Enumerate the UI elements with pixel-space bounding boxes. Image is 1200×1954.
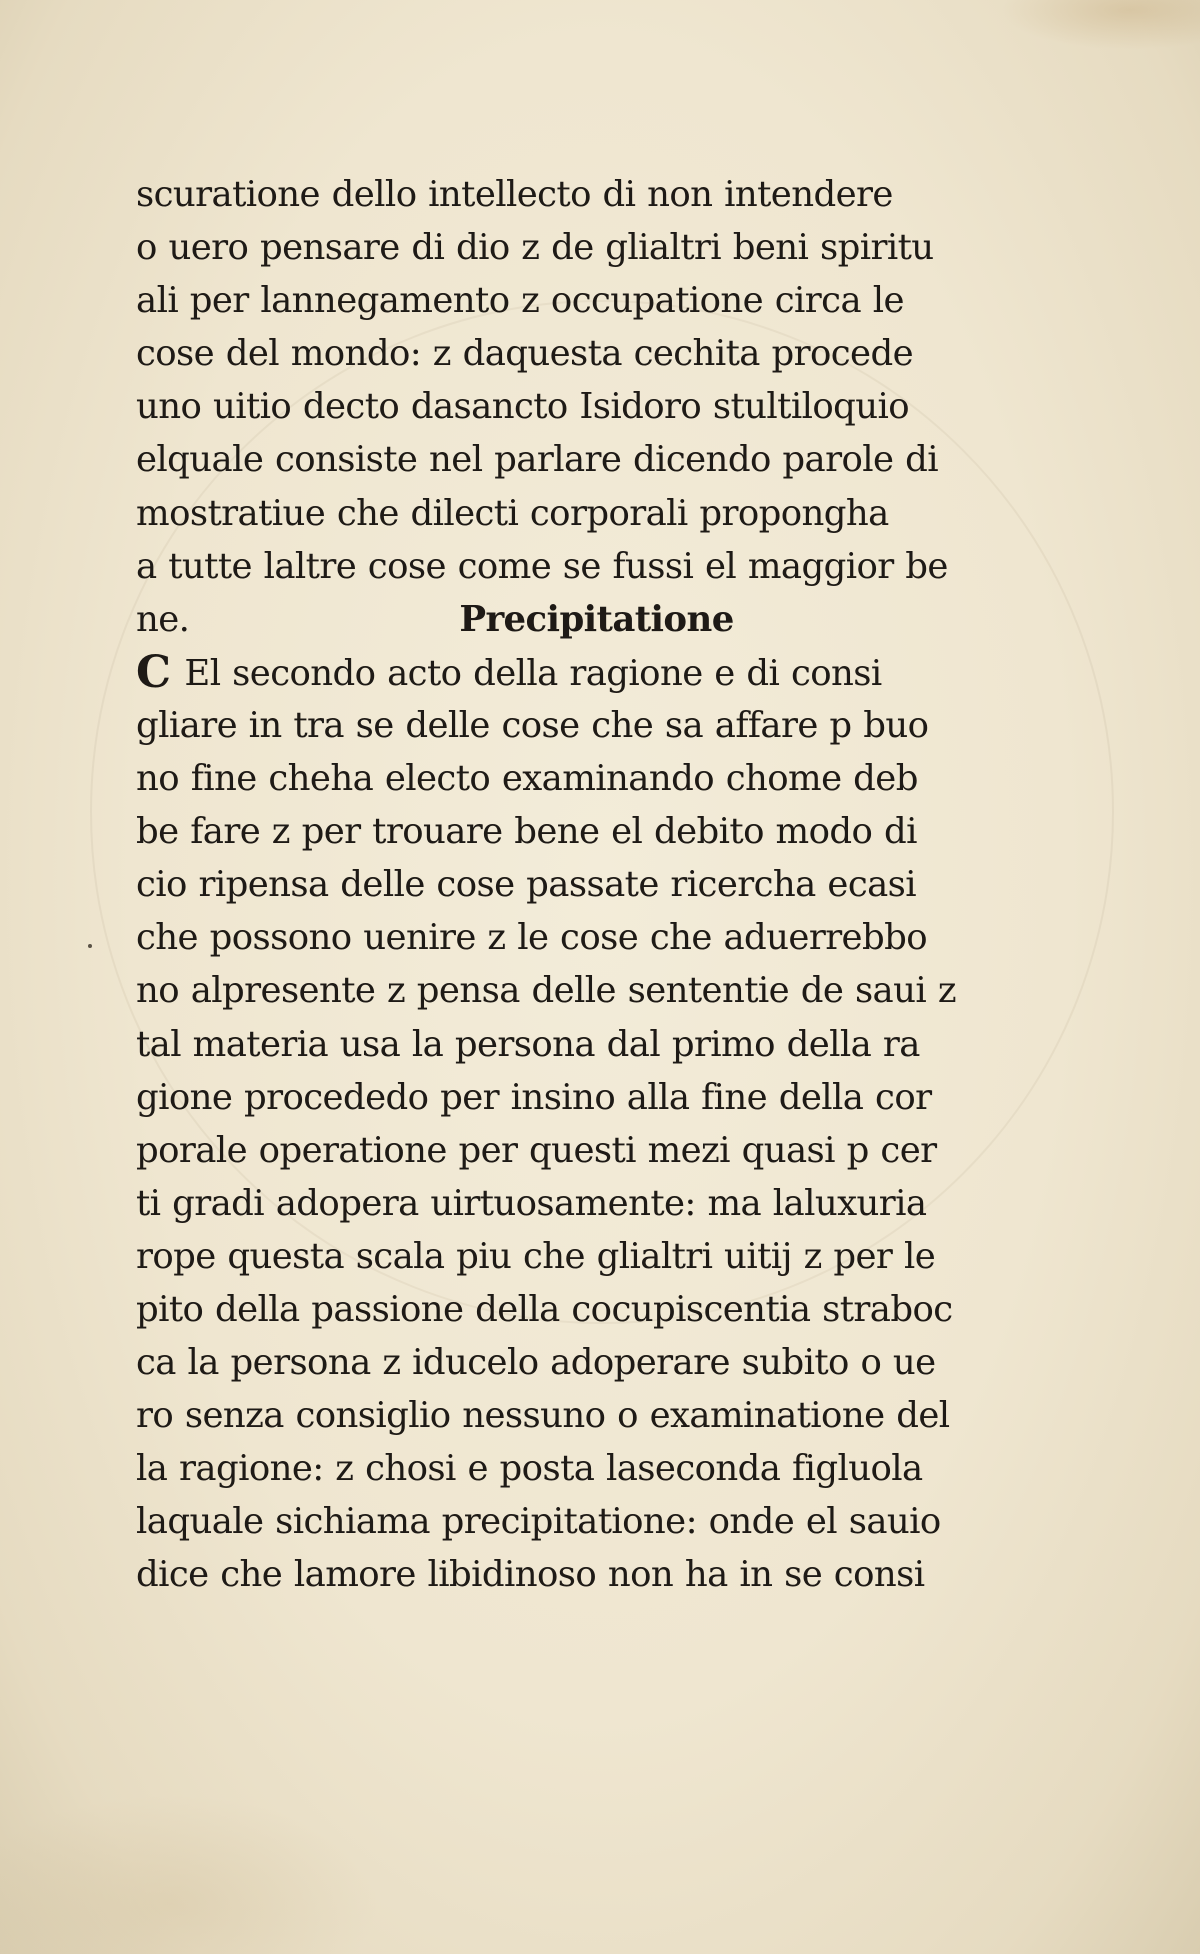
text-line: pito della passione della cocupiscentia straboc (136, 1288, 953, 1330)
text-line: no fine cheha electo examinando chome deb (136, 758, 918, 800)
text-line: scuratione dello intellecto di non intendere (136, 174, 893, 215)
text-line: a tutte laltre cose come se fussi el maggior be (136, 545, 948, 587)
paragraph-mark: C (136, 646, 171, 698)
text-line: gione procededo per insino alla fine della cor (136, 1076, 932, 1118)
paragraph-start-line (136, 646, 976, 699)
text-line: rope questa scala piu che glialtri uitij z per le (136, 1235, 936, 1277)
text-line: dice che lamore libidinoso non ha in se consi (136, 1554, 925, 1596)
text-line: cose del mondo: z daquesta cechita procede (136, 333, 913, 375)
text-line: ne. (136, 598, 190, 640)
text-line: cio ripensa delle cose passate ricercha ecasi (136, 864, 917, 906)
text-line: elquale consiste nel parlare dicendo parole di (136, 439, 938, 481)
text-line: mostratiue che dilecti corporali propongha (136, 492, 889, 534)
heading-line (136, 593, 976, 646)
text-column (136, 168, 976, 1602)
paper-stain (0, 1794, 380, 1954)
text-line: be fare z per trouare bene el debito modo di (136, 811, 917, 853)
text-line: ca la persona z iducelo adoperare subito o ue (136, 1342, 936, 1384)
text-line: laquale sichiama precipitatione: onde el sauio (136, 1501, 941, 1543)
text-line: che possono uenire z le cose che aduerrebbo (136, 917, 927, 959)
text-line: tal materia usa la persona dal primo della ra (136, 1023, 920, 1065)
text-line: o uero pensare di dio z de glialtri beni spiritu (136, 227, 934, 269)
text-line: uno uitio decto dasancto Isidoro stultiloquio (136, 386, 910, 428)
text-line: El secondo acto della ragione e di consi (184, 652, 882, 694)
text-line: ali per lannegamento z occupatione circa le (136, 280, 904, 322)
ink-dot (88, 944, 92, 948)
text-line: ti gradi adopera uirtuosamente: ma laluxuria (136, 1182, 927, 1224)
text-line: la ragione: z chosi e posta laseconda figluola (136, 1448, 923, 1490)
text-line: gliare in tra se delle cose che sa affare p buo (136, 704, 929, 746)
text-line: no alpresente z pensa delle sententie de saui z (136, 970, 956, 1012)
paper-stain (1000, 0, 1200, 50)
section-heading: Precipitatione (459, 598, 734, 640)
text-line: ro senza consiglio nessuno o examinatione del (136, 1395, 950, 1437)
text-line: porale operatione per questi mezi quasi p cer (136, 1129, 937, 1171)
